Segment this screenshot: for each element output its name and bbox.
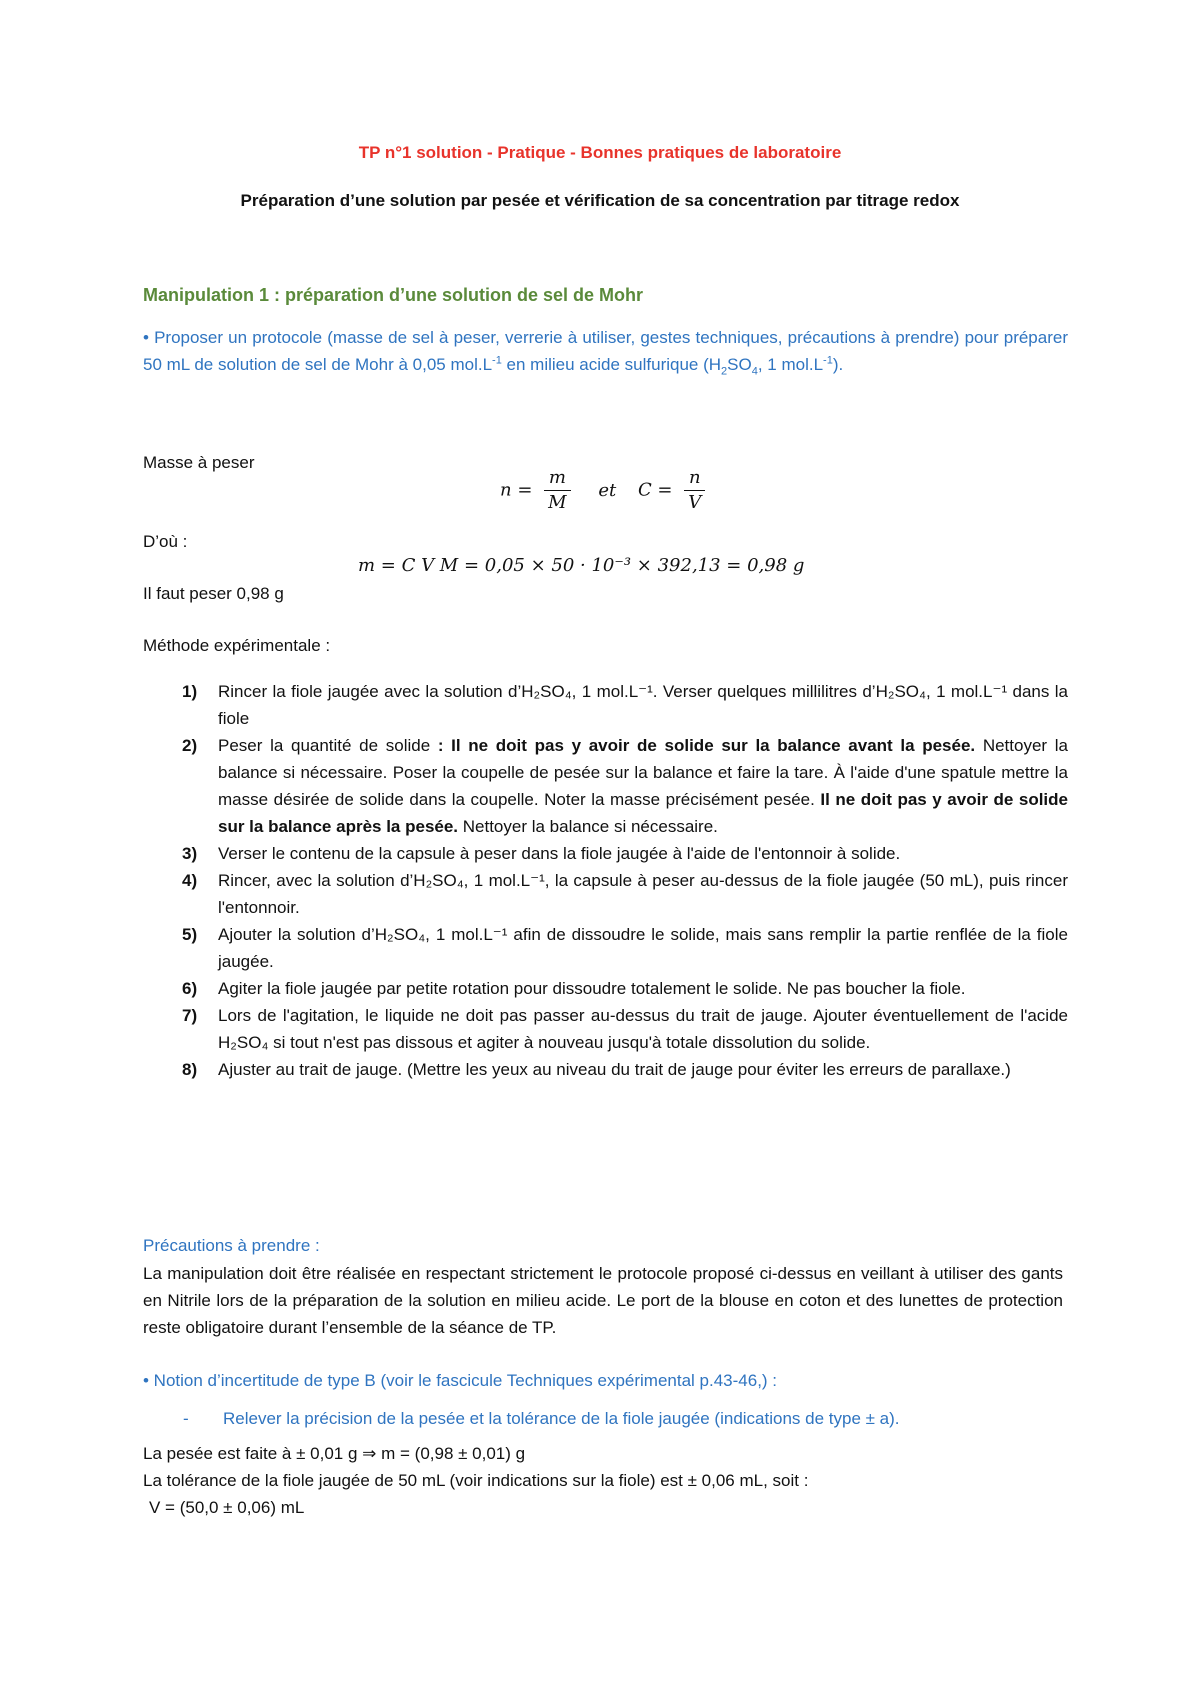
protocol-steps: [150, 678, 1068, 1083]
document-subtitle: Préparation d’une solution par pesée et vérification de sa concentration par titrage redox: [240, 191, 960, 210]
list-item: 5) Ajouter la solution d’H₂SO₄, 1 mol.L⁻¹ afin de dissoudre le solide, mais sans remplir la partie renflée de la fiole jaugée.: [182, 925, 1068, 971]
eq-et-word: et: [598, 479, 617, 501]
document-title: TP n°1 solution - Pratique - Bonnes pratiques de laboratoire: [358, 143, 842, 162]
method-label: Méthode expérimentale :: [143, 636, 331, 655]
mass-label: Masse à peser: [143, 453, 255, 472]
list-item: 1) Rincer la fiole jaugée avec la solution d’H₂SO₄, 1 mol.L⁻¹. Verser quelques millilitres d’H₂SO₄, 1 mol.L⁻¹ dans la fiole: [182, 682, 1068, 728]
equation-n-and-c: [500, 466, 711, 515]
uncertainty-weighing: La pesée est faite à ± 0,01 g ⇒ m = (0,98 ± 0,01) g: [143, 1444, 526, 1463]
fraction-n-over-V: $\frac{n}{V}$: [684, 466, 705, 515]
list-item: 8) Ajuster au trait de jauge. (Mettre les yeux au niveau du trait de jauge pour éviter les erreurs de parallaxe.): [182, 1060, 1011, 1079]
eq-c-symbol: C =: [637, 479, 673, 501]
fraction-m-over-M: $\frac{m}{M}$: [544, 466, 570, 515]
equation-mass: m = C V M = 0,05 × 50 · 10⁻³ × 392,13 = 0,98 g: [358, 555, 805, 576]
uncertainty-sub-bullet: - Relever la précision de la pesée et la tolérance de la fiole jaugée (indications de type ± a).: [183, 1409, 900, 1428]
precautions-heading: Précautions à prendre :: [143, 1236, 320, 1255]
eq-n-symbol: n =: [500, 479, 533, 501]
dou-label: D’où :: [143, 532, 188, 551]
list-item: 2) Peser la quantité de solide : Il ne doit pas y avoir de solide sur la balance avant la pesée. Nettoyer la balance si nécessaire. Poser la coupelle de pesée sur la balance et faire la tare. À l'aide d'une spatule mettre la masse désirée de solide dans la coupelle. Noter la masse précisément pesée. Il ne doit pas y avoir de solide sur la balance après la pesée. Nettoyer la balance si nécessaire.: [182, 736, 1068, 836]
mass-result: Il faut peser 0,98 g: [143, 584, 284, 603]
list-item: 4) Rincer, avec la solution d’H₂SO₄, 1 mol.L⁻¹, la capsule à peser au-dessus de la fiole jaugée (50 mL), puis rincer l'entonnoir.: [182, 871, 1068, 917]
manipulation-1-instruction: • Proposer un protocole (masse de sel à peser, verrerie à utiliser, gestes techniques, précautions à prendre) pour préparer 50 mL de solution de sel de Mohr à 0,05 $mol.L^{-1}$ en milieu acide sulfurique ($H_2SO_4$, 1 $mol.L^{-1}$).: [143, 328, 1068, 378]
uncertainty-bullet: • Notion d’incertitude de type B (voir le fascicule Techniques expérimental p.43-46,) :: [143, 1371, 778, 1390]
manipulation-1-heading: Manipulation 1 : préparation d’une solution de sel de Mohr: [143, 285, 644, 305]
list-item: 3) Verser le contenu de la capsule à peser dans la fiole jaugée à l'aide de l'entonnoir à solide.: [182, 844, 901, 863]
list-item: 6) Agiter la fiole jaugée par petite rotation pour dissoudre totalement le solide. Ne pas boucher la fiole.: [182, 979, 966, 998]
uncertainty-flask: La tolérance de la fiole jaugée de 50 mL (voir indications sur la fiole) est ± 0,06 mL, soit :: [143, 1471, 809, 1490]
uncertainty-volume: V = (50,0 ± 0,06) mL: [149, 1498, 305, 1517]
precautions-text: La manipulation doit être réalisée en respectant strictement le protocole proposé ci-dessus en veillant à utiliser des gants en Nitrile lors de la préparation de la solution en milieu acide. Le port de la blouse en coton et des lunettes de protection reste obligatoire durant l’ensemble de la séance de TP.: [143, 1264, 1063, 1337]
list-item: 7) Lors de l'agitation, le liquide ne doit pas passer au-dessus du trait de jauge. Ajouter éventuellement de l'acide H₂SO₄ si tout n'est pas dissous et agiter à nouveau jusqu'à totale dissolution du solide.: [182, 1006, 1068, 1052]
